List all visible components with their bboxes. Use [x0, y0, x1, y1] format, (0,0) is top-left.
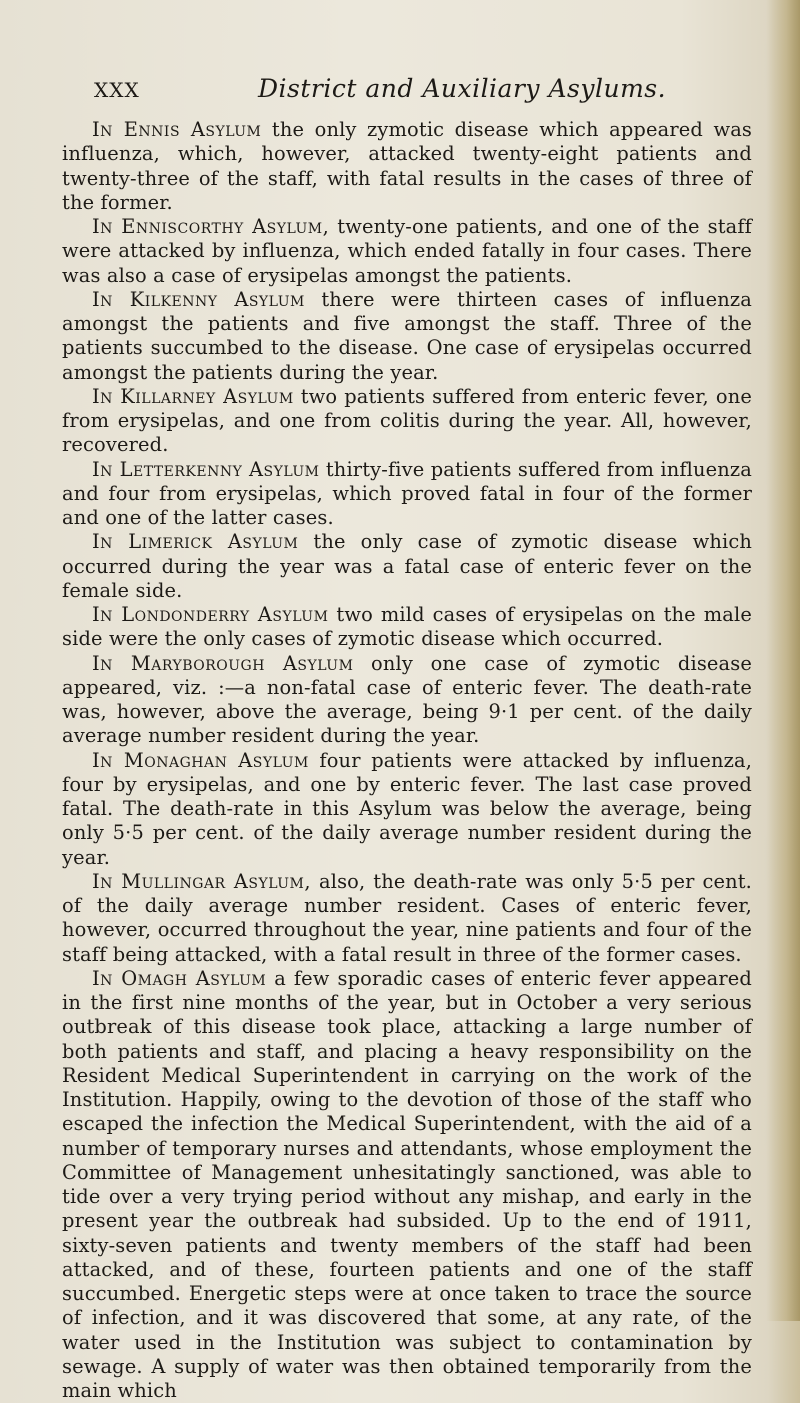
paragraph-text: twenty-one patients, and one of the staff were attacked by influenza, which ended fatally in four cases. There was also a case of erysipelas amongst the patients.	[62, 215, 753, 287]
paragraph-mullingar	[62, 870, 752, 967]
paragraph-text: thirty-five patients suffered from influenza and four from erysipelas, which proved fatal in four of the former and one of the latter cases.	[62, 457, 752, 529]
paragraph-letterkenny	[62, 458, 752, 531]
paragraph-text: two patients suffered from enteric fever, one from erysipelas, and one from colitis during the year. All, however, recovered.	[62, 384, 752, 457]
paragraph-text: also, the death-rate was only 5·5 per cent. of the daily average number resident. Cases of enteric fever, however, occurred throughout the year, nine patients and four of the staff being attacked, with a fatal result in three of the former cases.	[62, 869, 752, 966]
asylum-name: In Omagh Asylum	[92, 966, 267, 990]
page-edge-shadow	[766, 0, 800, 1321]
paragraph-text: four patients were attacked by influenza, four by erysipelas, and one by enteric fever. The last case proved fatal. The death-rate in this Asylum was below the average, being only 5·5 per cent. of the daily average number resident during the year.	[62, 748, 753, 869]
paragraph-text: there were thirteen cases of influenza amongst the patients and five amongst the staff. Three of the patients succumbed to the disease. One case of erysipelas occurred amongst the patients during the year.	[62, 287, 752, 384]
paragraph-monaghan	[62, 749, 752, 870]
paragraph-text: only one case of zymotic disease appeared, viz. :—a non-fatal case of enteric fever. The death-rate was, however, above the average, being 9·1 per cent. of the daily average number resident during the year.	[62, 651, 752, 748]
paragraph-text: the only zymotic disease which appeared was influenza, which, however, attacked twenty-eight patients and twenty-three of the staff, with fatal results in the cases of three of the former.	[62, 118, 753, 214]
asylum-name: In Maryborough Asylum	[92, 651, 354, 675]
asylum-name: In Limerick Asylum	[92, 530, 299, 554]
paragraph-limerick	[62, 530, 752, 603]
paragraph-ennis	[62, 118, 752, 215]
paragraph-maryborough	[62, 652, 752, 749]
body-text	[62, 118, 752, 1403]
asylum-name: In Letterkenny Asylum	[92, 457, 320, 481]
paragraph-killarney	[62, 385, 752, 458]
paragraph-text: two mild cases of erysipelas on the male side were the only cases of zymotic disease which occurred.	[62, 603, 752, 651]
asylum-name: In Killarney Asylum	[92, 384, 294, 408]
paragraph-text: the only case of zymotic disease which occurred during the year was a fatal case of enteric fever on the female side.	[62, 530, 752, 602]
paragraph-londonderry	[62, 603, 752, 652]
asylum-name: In Ennis Asylum	[92, 118, 262, 141]
asylum-name: In Kilkenny Asylum	[92, 287, 305, 311]
paragraph-omagh	[62, 967, 752, 1403]
paragraph-text: a few sporadic cases of enteric fever appeared in the first nine months of the year, but in October a very serious outbreak of this disease took place, attacking a large number of both patients and staff, and placing a heavy responsibility on the Resident Medical Superintendent in carrying on the work of the Institution. Happily, owing to the devotion of those of the staff who escaped the infection the Medical Superintendent, with the aid of a number of temporary nurses and attendants, whose employment the Committee of Management unhesitatingly sanctioned, was able to tide over a very trying period without any mishap, and early in the present year the outbreak had subsided. Up to the end of 1911, sixty-seven patients and twenty members of the staff had been attacked, and of these, fourteen patients and one of the staff succumbed. Energetic steps were at once taken to trace the source of infection, and it was discovered that some, at any rate, of the water used in the Institution was subject to contamination by sewage. A supply of water was then obtained temporarily from the main which	[62, 966, 752, 1402]
page-header	[94, 74, 734, 108]
asylum-name: In Enniscorthy Asylum,	[92, 215, 330, 238]
paragraph-kilkenny	[62, 288, 752, 385]
running-title: District and Auxiliary Asylums.	[258, 74, 667, 103]
asylum-name: In Mullingar Asylum,	[92, 869, 312, 893]
paragraph-enniscorthy	[62, 215, 752, 288]
page-number: XXX	[94, 78, 140, 102]
asylum-name: In Londonderry Asylum	[92, 603, 329, 626]
asylum-name: In Monaghan Asylum	[92, 748, 309, 772]
